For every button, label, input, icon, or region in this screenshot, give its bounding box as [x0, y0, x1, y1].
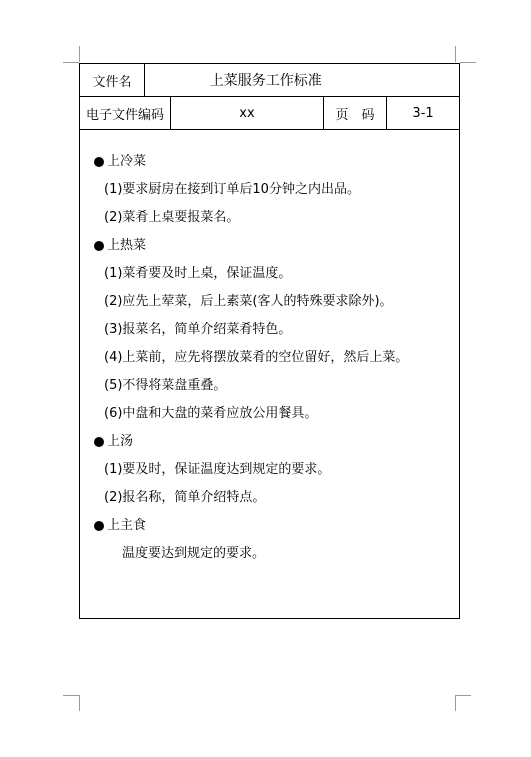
- list-item: (6)中盘和大盘的菜肴应放公用餐具。: [104, 406, 318, 421]
- list-item: (1)要求厨房在接到订单后10分钟之内出品。: [104, 182, 360, 197]
- list-item: (1)菜肴要及时上桌，保证温度。: [104, 266, 292, 281]
- page-value: 3-1: [387, 97, 460, 130]
- section-title: 上汤: [94, 428, 454, 456]
- paragraph: 温度要达到规定的要求。: [122, 546, 266, 561]
- doc-code-label: 电子文件编码: [80, 97, 171, 130]
- bullet-icon: [94, 437, 104, 447]
- bullet-icon: [94, 521, 104, 531]
- list-item: (1)要及时，保证温度达到规定的要求。: [104, 462, 331, 477]
- list-item: (3)报菜名，简单介绍菜肴特色。: [104, 322, 292, 337]
- list-item: (2)菜肴上桌要报菜名。: [104, 210, 240, 225]
- section-title: 上主食: [94, 512, 454, 540]
- document-title: 上菜服务工作标准: [145, 64, 387, 97]
- section-title: 上热菜: [94, 232, 454, 260]
- file-name-label: 文件名: [80, 64, 145, 97]
- document-header-table: [80, 64, 459, 130]
- list-item: (2)应先上荤菜，后上素菜(客人的特殊要求除外)。: [104, 294, 393, 309]
- doc-code-value: xx: [171, 97, 324, 130]
- document-frame: [79, 63, 460, 619]
- list-item: (5)不得将菜盘重叠。: [104, 378, 227, 393]
- document-body: [94, 148, 454, 568]
- list-item: (4)上菜前，应先将摆放菜肴的空位留好，然后上菜。: [104, 350, 409, 365]
- section-title: 上冷菜: [94, 148, 454, 176]
- list-item: (2)报名称，简单介绍特点。: [104, 490, 266, 505]
- bullet-icon: [94, 157, 104, 167]
- page-label: 页 码: [324, 97, 387, 130]
- bullet-icon: [94, 241, 104, 251]
